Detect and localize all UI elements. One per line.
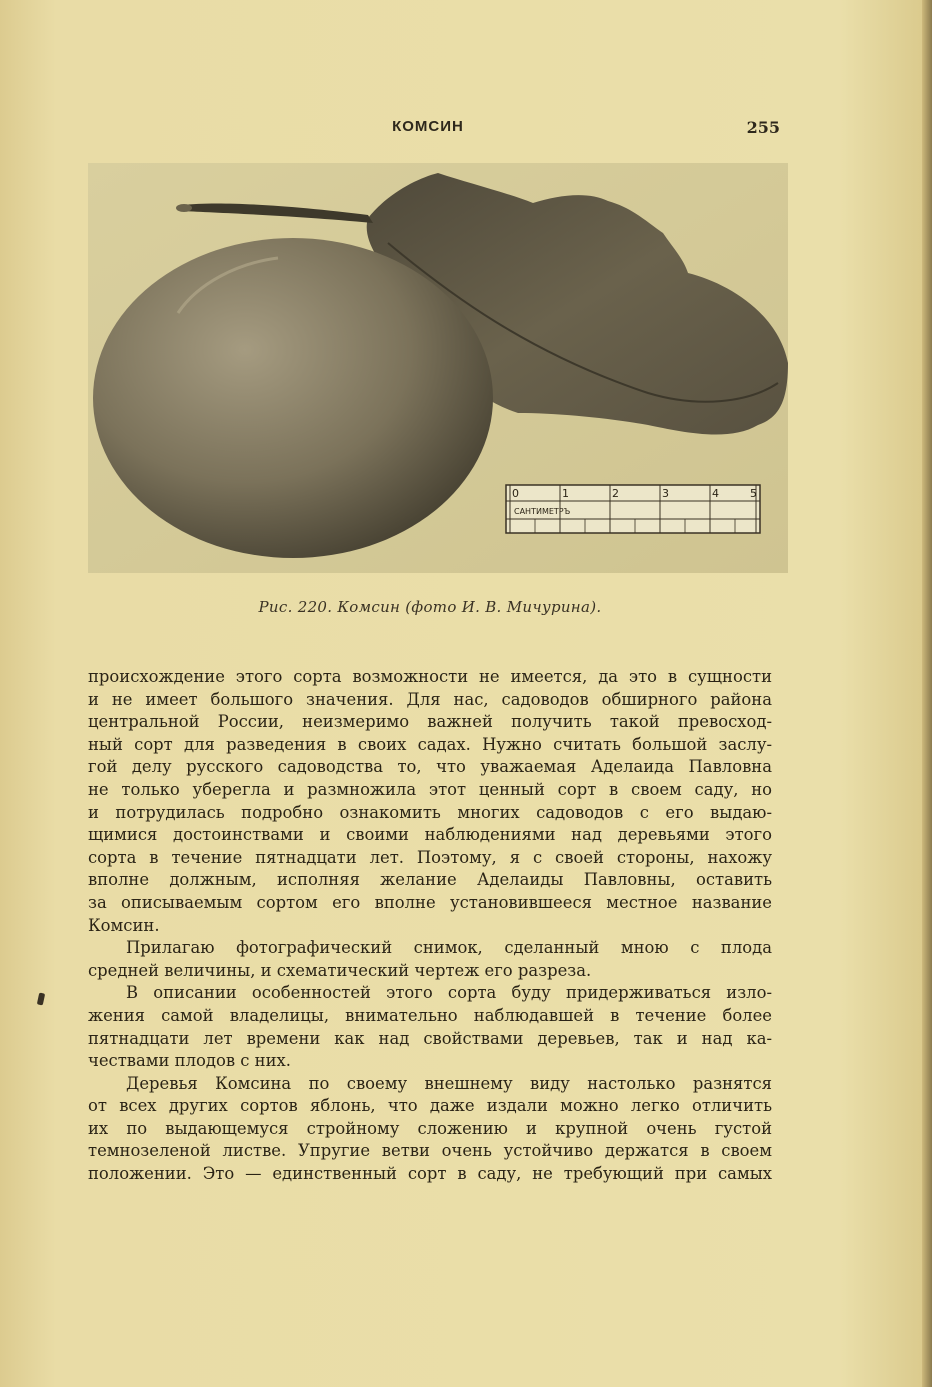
- page-header: [0, 118, 932, 140]
- apple-fruit: [93, 238, 493, 558]
- text-line: гой делу русского садоводства то, что уважаемая Аделаида Павловна: [88, 757, 772, 777]
- text-line: средней величины, и схематический чертеж его разреза.: [88, 960, 592, 980]
- text-line: за описываемым сортом его вполне установившееся местное название: [88, 892, 772, 912]
- text-line: вполне должным, исполняя желание Аделаиды Павловны, оставить: [88, 870, 772, 890]
- text-line: Прилагаю фотографический снимок, сделанный мною с плода: [126, 938, 772, 958]
- text-line: их по выдающемуся стройному сложению и крупной очень густой: [88, 1118, 772, 1138]
- body-text: [88, 666, 772, 1186]
- text-line: происхождение этого сорта возможности не имеется, да это в сущности: [88, 667, 772, 686]
- text-line: сорта в течение пятнадцати лет. Поэтому, я с своей стороны, нахожу: [88, 847, 772, 867]
- text-line: Деревья Комсина по своему внешнему виду настолько разнятся: [126, 1073, 772, 1093]
- figure-caption: Рис. 220. Комсин (фото И. В. Мичурина).: [258, 598, 602, 616]
- apple-photo: [88, 163, 788, 573]
- ruler-number-5: 5: [750, 487, 757, 500]
- ruler-number-1: 1: [562, 487, 569, 500]
- text-line: темнозеленой листве. Упругие ветви очень устойчиво держатся в своем: [88, 1141, 772, 1161]
- text-line: положении. Это — единственный сорт в саду, не требующий при самых: [88, 1164, 772, 1184]
- text-line: В описании особенностей этого сорта буду придерживаться изло-: [126, 983, 772, 1003]
- text-line: и потрудилась подробно ознакомить многих садоводов с его выдаю-: [88, 802, 772, 822]
- page-number: 255: [746, 118, 780, 137]
- text-line: щимися достоинствами и своими наблюдениями над деревьями этого: [88, 825, 772, 845]
- centimeter-ruler: [506, 485, 760, 533]
- text-line: и не имеет большого значения. Для нас, садоводов обширного района: [88, 689, 772, 709]
- running-title: КОМСИН: [392, 118, 464, 135]
- page-edge: [922, 0, 932, 1387]
- text-line: не только уберегла и размножила этот ценный сорт в своем саду, но: [88, 779, 772, 799]
- ruler-number-3: 3: [662, 487, 669, 500]
- margin-mark: [37, 993, 45, 1006]
- stem-tip: [176, 204, 192, 212]
- text-line: ный сорт для разведения в своих садах. Нужно считать большой заслу-: [88, 734, 772, 754]
- text-line: центральной России, неизмеримо важней получить такой превосход-: [88, 712, 772, 732]
- ruler-label: САНТИМЕТРЪ: [514, 507, 571, 516]
- text-line: жения самой владелицы, внимательно наблюдавшей в течение более: [88, 1005, 772, 1025]
- ruler-number-0: 0: [512, 487, 519, 500]
- text-line: от всех других сортов яблонь, что даже издали можно легко отличить: [88, 1096, 772, 1116]
- text-line: Комсин.: [88, 915, 160, 935]
- ruler-number-2: 2: [612, 487, 619, 500]
- text-line: чествами плодов с них.: [88, 1051, 291, 1071]
- text-line: пятнадцати лет времени как над свойствами деревьев, так и над ка-: [88, 1028, 772, 1048]
- ruler-number-4: 4: [712, 487, 719, 500]
